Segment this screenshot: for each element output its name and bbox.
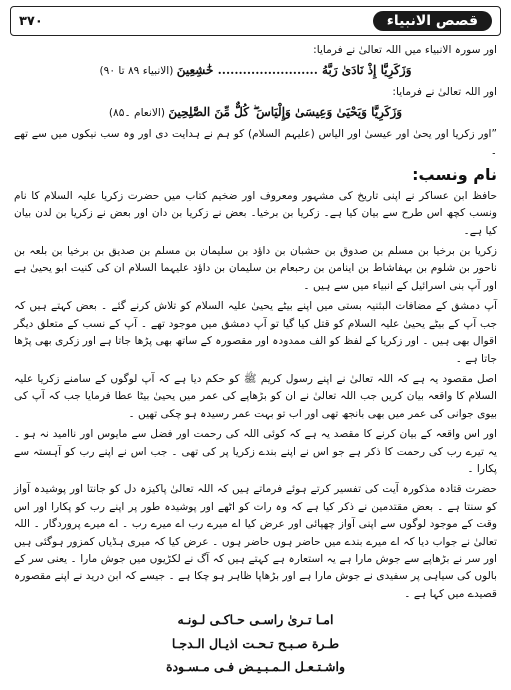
intro-line-2: اور اللہ تعالیٰ نے فرمایا: [392,85,497,98]
quran-verse-1 [14,62,497,80]
paragraph-5: اور اس واقعہ کے بیان کرنے کا مقصد یہ ہے کہ کوئی اللہ کی رحمت اور فضل سے مایوس اور ناامید نہ ہو ۔ یہ تیرے رب کی رحمت کا ذکر ہے جو اس نے اپنے بندے زکریا پر کی تھی ۔ جب اس نے اپنے رب کو آہستہ سے پکارا ۔ [14,428,497,475]
poem-line: طـرة صـبـح تـحـت اذیـال الـدجـا [171,635,340,651]
verse-1-text: وَزَكَرِيَّا إِذْ نَادَىٰ رَبَّهُ ........................ خَٰشِعِينَ [176,63,412,78]
page-header [10,6,501,36]
book-title-badge: قصص الانبیاء [373,11,492,31]
verse-1-reference: (الانبیاء ۸۹ تا ۹۰) [99,65,174,78]
poem-line: واشـتـعـل الـمـبـیـض فـی مـسـودة [165,659,346,674]
poem-line: امـا تـریٰ راسـی حـاکـی لـونـه [177,612,334,628]
paragraph-6: حضرت قتادہ مذکورہ آیت کی تفسیر کرتے ہوئے فرماتے ہیں کہ اللہ تعالیٰ پاکیزہ دل کو جانتا اور پوشیدہ آواز کو سنتا ہے ۔ بعض مقتدمین نے ذکر کیا ہے کہ وہ رات کو اٹھے اور پوشیدہ طور پر اپنے رب کو پکارا اور اس وقت کے موجود لوگوں سے اپنی آواز چھپائی اور عرض کیا اے میرے رب اے میرے رب ۔ اے میرے پروردگار ۔ اللہ تعالیٰ نے جواب دیا کہ اے میرے بندے میں حاضر ہوں حاضر ہوں ۔ عرض کیا کہ میری ہڈیاں کمزور ہوگئی ہیں اور سر نے بڑھاپے سے جوش مارا ہے یہ استعارہ ہے کہتے ہیں کہ آگ نے لکڑیوں میں جوش مارا ۔ یعنی سر کے بالوں کی سیاہی پر سفیدی نے جوش مارا ہے اور بڑھاپا ظاہر ہو چکا ہے ۔ جیسے کہ ابن درید نے اپنے مقصورہ قصیدے میں کہا ہے ۔ [14,483,497,600]
quran-verse-2 [14,104,497,122]
verse-2-reference: (الانعام ۔۸۵) [108,107,165,120]
intro-line-1: اور سورہ الانبیاء میں اللہ تعالیٰ نے فرمایا: [313,44,497,56]
paragraph-3: آپ دمشق کے مضافات البثنیہ بستی میں اپنے بیٹے یحییٰ علیہ السلام کو تلاش کرنے گئے ۔ بعض کہتے ہیں کہ جب آپ کے بیٹے یحییٰ علیہ السلام کو قتل کیا گیا تو آپ دمشق میں موجود تھے ۔ آپ کے نسب کے متعلق دیگر اقوال بھی ہیں ۔ اور زکریا کے لفظ کو الف ممدودہ اور مقصورہ کے ساتھ بھی پڑھا جاتا ہے اور زکری بھی پڑھا جاتا ہے ۔ [14,300,497,365]
paragraph-1: حافظ ابن عساکر نے اپنی تاریخ کی مشہور ومعروف اور ضخیم کتاب میں حضرت زکریا علیہ السلام کا نام ونسب کچھ اس طرح سے بیان کیا ہے۔ زکریا بن برخیا۔ بعض نے زکریا بن دان اور بعض نے زکریا بن لدن بیان کیا ہے۔ [14,189,497,237]
poem-block [14,611,497,675]
paragraph-2: زکریا بن برخیا بن مسلم بن صدوق بن حشبان بن داؤد بن سلیمان بن مسلم بن صدیق بن برخیا بن بلعہ بن ناحور بن شلوم بن بہفاشاط بن اینامن بن رحبعام بن سلیمان بن داؤد علیہما السلام ان کی کنیت ابو یحییٰ ہے اور آپ بنی اسرائیل کے انبیاء میں سے ہیں ۔ [14,245,497,292]
section-heading: نام ونسب: [412,165,497,185]
page-content [10,36,501,675]
page-number: ۳۷۰ [19,13,43,29]
verse-2-text: وَزَكَرِيَّا وَيَحْيَىٰ وَعِيسَىٰ وَإِلْيَاسَ ۖ كُلٌّ مِّنَ الصَّٰلِحِينَ [168,105,403,120]
paragraph-4: اصل مقصود یہ ہے کہ اللہ تعالیٰ نے اپنے رسول کریم ﷺ کو حکم دیا ہے کہ آپ لوگوں کے سامنے زکریا علیہ السلام کا واقعہ بیان کریں جب اللہ تعالیٰ نے ان کو بڑھاپے کی عمر میں یحییٰ بیٹا عطا فرمایا جب کہ آپ کی بیوی جوانی کی عمر میں بھی بانجھ تھی اور اب تو بہت عمر رسیدہ ہو چکی تھیں ۔ [14,372,497,420]
verse-translation: ”اور زکریا اور یحیٰ اور عیسیٰ اور الیاس (علیہم السلام) کو ہم نے ہدایت دی اور وہ سب نیکوں میں سے تھے ۔ [14,127,497,158]
